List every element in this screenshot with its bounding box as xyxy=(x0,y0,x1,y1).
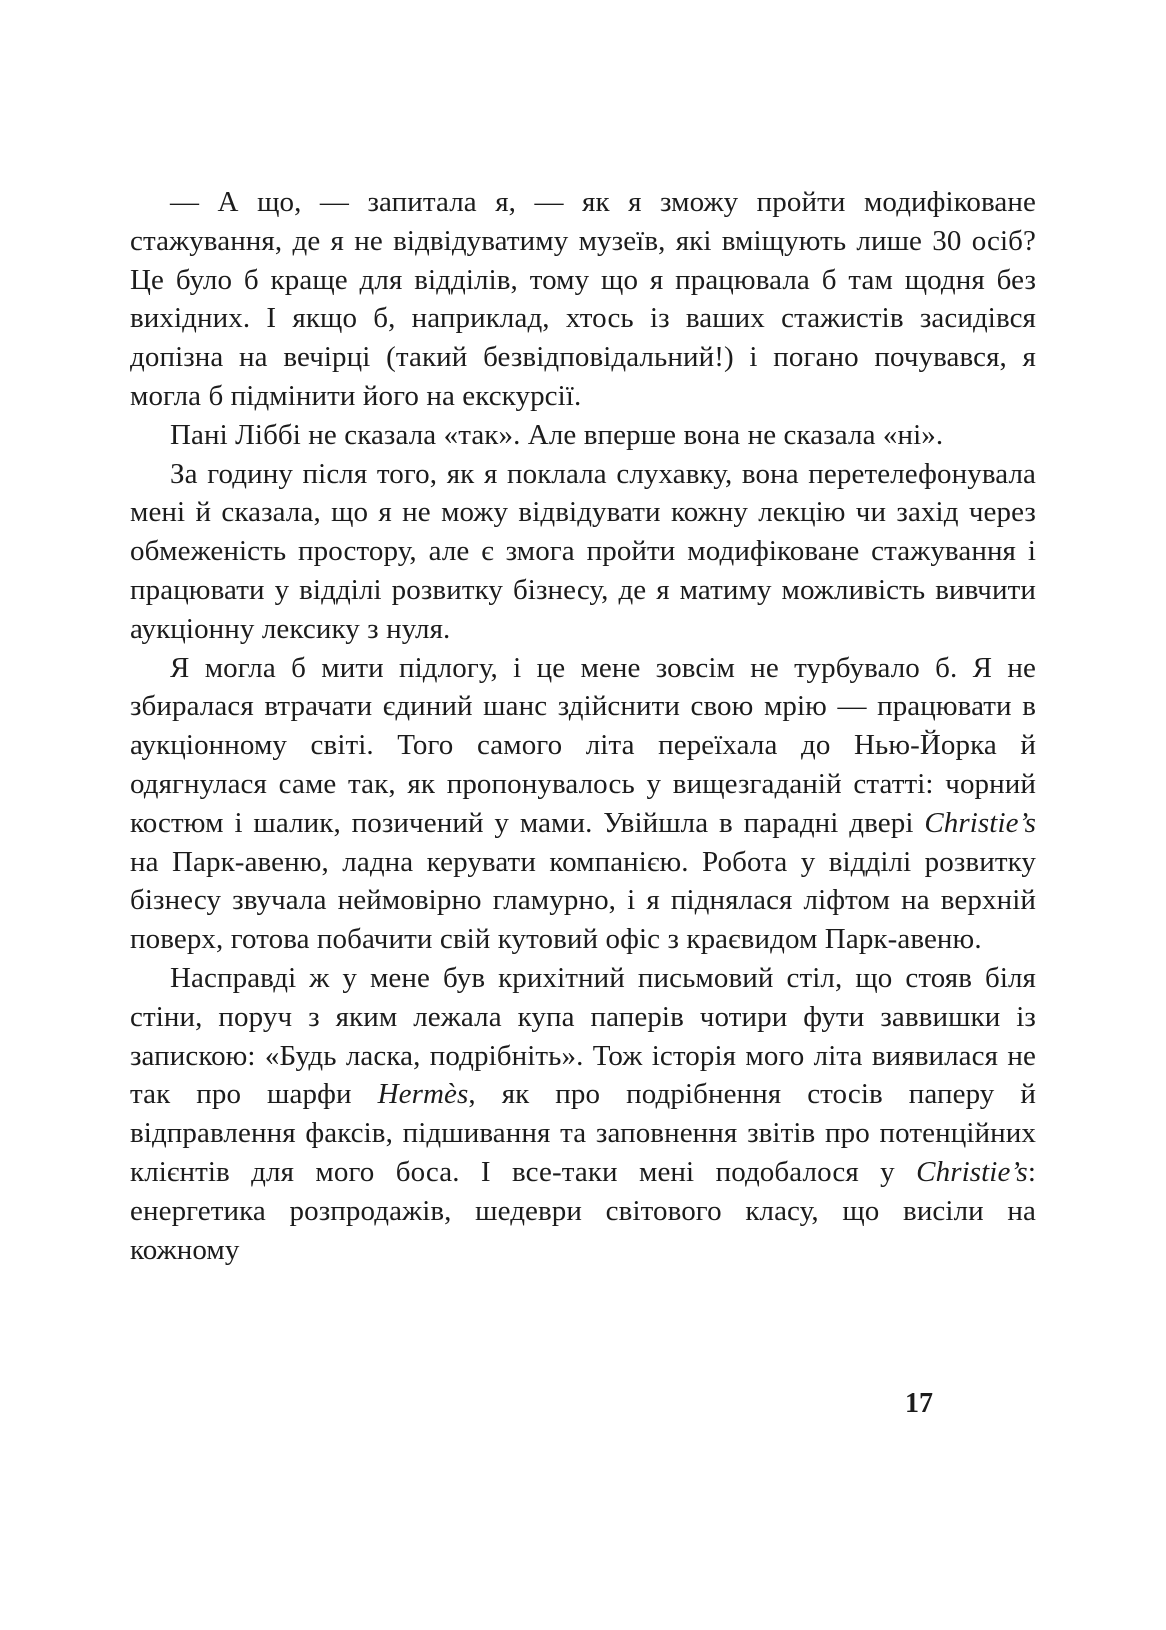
text-segment: Пані Ліббі не сказала «так». Але вперше вона не сказала «ні». xyxy=(170,418,944,451)
page-text xyxy=(130,183,1036,1269)
text-segment: — А що, — запитала я, — як я зможу пройти модифіковане стажування, де я не відвідуватиму музеїв, які вміщують лише 30 осіб? Це було б краще для відділів, тому що я працювала б там щодня без вихідних. І якщо б, наприклад, хтось із ваших стажистів засидівся допізна на вечірці (такий безвідповідальний!) і погано почувався, я могла б підмінити його на екскурсії. xyxy=(130,186,1036,412)
text-segment: : енергетика розпродажів, шедеври світового класу, що висіли на кожному xyxy=(130,1155,1036,1266)
paragraph-5 xyxy=(130,959,1036,1269)
page-number: 17 xyxy=(905,1388,933,1419)
italic-segment: Christie’s xyxy=(924,806,1036,839)
paragraph-4 xyxy=(130,649,1036,959)
text-segment: Я могла б мити підлогу, і це мене зовсім не турбувало б. Я не збиралася втрачати єдиний шанс здійснити свою мрію — працювати в аукціонному світі. Того самого літа переїхала до Нью-Йорка й одягнулася саме так, як пропонувалось у вищезгаданій статті: чорний костюм і шалик, позичений у мами. Увійшла в парадні двері xyxy=(130,651,1036,839)
text-segment: Насправді ж у мене був крихітний письмовий стіл, що стояв біля стіни, поруч з яким лежала купа паперів чотири фути заввишки із запискою: «Будь ласка, подрібніть». Тож історія мого літа виявилася не так про шарфи xyxy=(130,961,1036,1111)
text-segment: на Парк-авеню, ладна керувати компанією. Робота у відділі розвитку бізнесу звучала неймовірно гламурно, і я піднялася ліфтом на верхній поверх, готова побачити свій кутовий офіс з краєвидом Парк-авеню. xyxy=(130,845,1036,956)
paragraph-3 xyxy=(130,455,1036,649)
italic-segment: Hermès xyxy=(377,1078,469,1111)
text-segment: , як про подрібнення стосів паперу й відправлення факсів, підшивання та заповнення звітів про потенційних клієнтів для мого боса. І все-таки мені подобалося у xyxy=(130,1078,1036,1188)
text-segment: За годину після того, як я поклала слухавку, вона перетелефонувала мені й сказала, що я не можу відвідувати кожну лекцію чи захід через обмеженість простору, але є змога пройти модифіковане стажування і працювати у відділі розвитку бізнесу, де я матиму можливість вивчити аукціонну лексику з нуля. xyxy=(130,457,1036,645)
paragraph-1 xyxy=(130,183,1036,416)
italic-segment: Christie’s xyxy=(916,1155,1028,1188)
paragraph-2 xyxy=(130,416,1036,455)
